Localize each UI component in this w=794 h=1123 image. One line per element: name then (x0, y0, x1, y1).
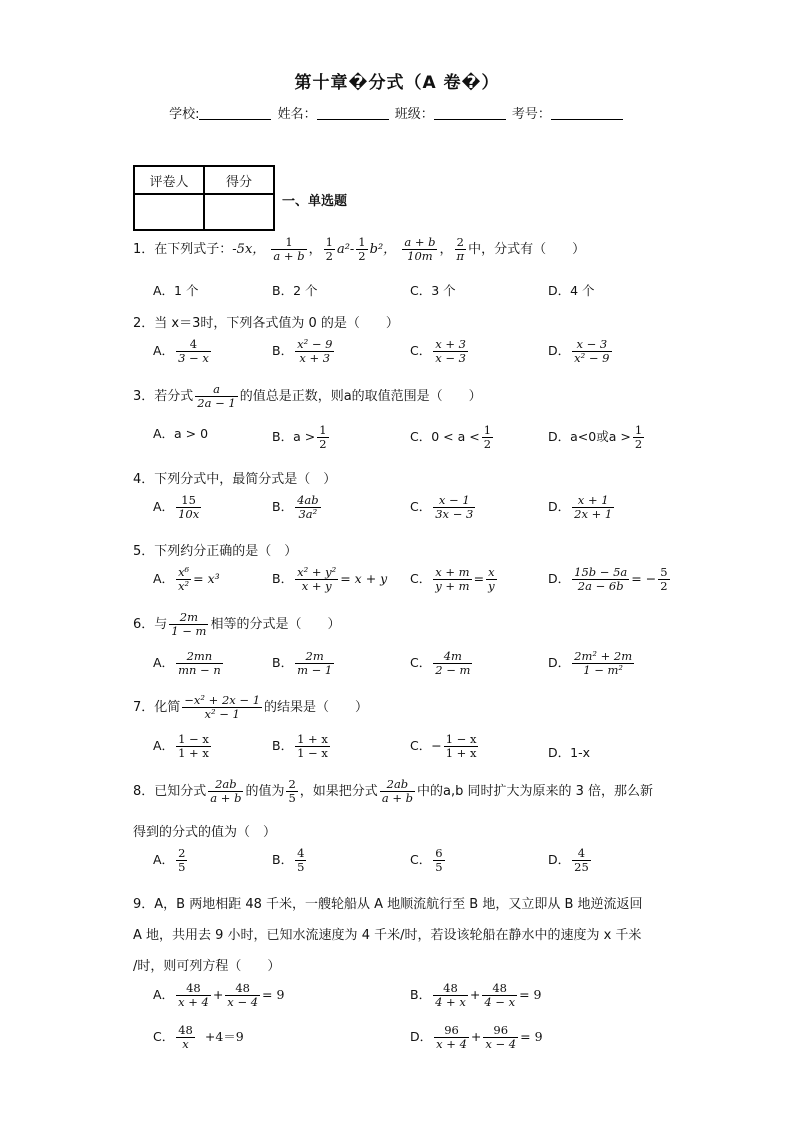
score-header: 得分 (204, 166, 274, 194)
name-label: 姓名： (277, 107, 317, 122)
q9-option-b[interactable]: B． $\frac{48}{4 + x}$ + $\frac{48}{4 - x}$ = 9 (410, 981, 542, 1010)
question-2: 2．当 x＝3时，下列各式值为 0 的是（ ） (133, 316, 399, 331)
q4-option-a[interactable]: A． $\frac{15}{10x}$ (153, 493, 200, 522)
section-heading: 一、单选题 (282, 194, 348, 209)
q7-option-d[interactable]: D．1-x (548, 745, 590, 760)
name-blank[interactable] (317, 107, 389, 120)
page-title: 第十章�分式（A 卷�） (294, 73, 500, 93)
q7-option-a[interactable]: A． $\frac{1 - x}{1 + x}$ (153, 732, 209, 761)
q5-option-b[interactable]: B． $\frac{\text{x² + y²}}{x + y}$ = x + y (272, 565, 388, 594)
school-blank[interactable] (199, 107, 271, 120)
q5-option-c[interactable]: C． $\frac{x + m}{y + m}$ = $\frac{x}{y}$ (410, 565, 495, 594)
q5-option-d[interactable]: D． $\frac{15b - 5a}{2a - 6b}$ = − $\frac{5}{2}$ (548, 565, 668, 594)
id-blank[interactable] (551, 107, 623, 120)
q2-option-c[interactable]: C． $\frac{x + 3}{x - 3}$ (410, 337, 466, 366)
student-info-line (0, 103, 794, 122)
q3-option-b[interactable]: B．a > $\frac{1}{2}$ (272, 423, 327, 452)
q4-option-b[interactable]: B． $\frac{4ab}{\text{3a²}}$ (272, 493, 319, 522)
question-9-line1: 9．A，B 两地相距 48 千米，一艘轮船从 A 地顺流航行至 B 地，又立即从 B 地逆流返回 (133, 897, 643, 912)
q3-option-d[interactable]: D．a<0或a > $\frac{1}{2}$ (548, 423, 643, 452)
q8-option-b[interactable]: B． $\frac{4}{5}$ (272, 846, 305, 875)
grader-cell[interactable] (134, 194, 204, 230)
q9-option-a[interactable]: A． $\frac{48}{x + 4}$ + $\frac{48}{x - 4}$ = 9 (153, 981, 285, 1010)
q4-option-c[interactable]: C． $\frac{x - 1}{3x - 3}$ (410, 493, 474, 522)
q7-option-c[interactable]: C．− $\frac{1 - x}{1 + x}$ (410, 732, 477, 761)
q8-option-a[interactable]: A． $\frac{2}{5}$ (153, 846, 186, 875)
grader-header: 评卷人 (134, 166, 204, 194)
q6-option-a[interactable]: A． $\frac{2mn}{mn - n}$ (153, 649, 221, 678)
question-5: 5．下列约分正确的是（ ） (133, 544, 298, 559)
q6-option-c[interactable]: C． $\frac{4m}{2 - m}$ (410, 649, 471, 678)
q1-option-a[interactable]: A．1 个 (153, 283, 199, 298)
q6-option-b[interactable]: B． $\frac{2m}{m - 1}$ (272, 649, 333, 678)
school-label: 学校: (169, 107, 200, 122)
q6-option-d[interactable]: D． $\frac{\text{2m² + 2m}}{\text{1 − m²}}$ (548, 649, 633, 678)
q2-option-d[interactable]: D． $\frac{x - 3}{\text{x² − 9}}$ (548, 337, 610, 366)
q9-option-c[interactable]: C． $\frac{48}{x}$ +4＝9 (153, 1023, 244, 1052)
question-8: 8．已知分式 $\frac{2ab}{a + b}$ 的值为 $\frac{2}{5}$ ，如果把分式 $\frac{2ab}{a + b}$ 中的a,b 同时扩大为原来的 3 倍，那么新 (133, 777, 654, 806)
q9-option-d[interactable]: D． $\frac{96}{x + 4}$ + $\frac{96}{x - 4}$ = 9 (410, 1023, 543, 1052)
score-table (133, 165, 275, 231)
q1-option-c[interactable]: C．3 个 (410, 283, 456, 298)
id-label: 考号： (511, 107, 551, 122)
q5-option-a[interactable]: A． $\frac{\text{x⁶}}{\text{x²}}$ = x³ (153, 565, 220, 594)
q2-option-b[interactable]: B． $\frac{\text{x² − 9}}{x + 3}$ (272, 337, 333, 366)
question-1: 1．在下列式子：-5x， $\frac{1}{a + b}$ ， $\frac{1}{2}$ a²- $\frac{1}{2}$ b²， $\frac{a + b}{10m}$ ， $\frac{2}{\pi}$ 中，分式有（ ） (133, 235, 586, 264)
q3-option-a[interactable]: A．a > 0 (153, 426, 209, 441)
q8-option-c[interactable]: C． $\frac{6}{5}$ (410, 846, 443, 875)
q3-option-c[interactable]: C．0 < a < $\frac{1}{2}$ (410, 423, 492, 452)
question-9-line3: /时，则可列方程（ ） (133, 959, 281, 974)
q8-option-d[interactable]: D． $\frac{4}{25}$ (548, 846, 589, 875)
question-8-line2: 得到的分式的值为（ ） (133, 825, 277, 840)
score-cell[interactable] (204, 194, 274, 230)
q1-option-b[interactable]: B．2 个 (272, 283, 318, 298)
q2-option-a[interactable]: A． $\frac{4}{3 - x}$ (153, 337, 209, 366)
question-3: 3．若分式 $\frac{a}{2a - 1}$ 的值总是正数，则a的取值范围是（ ） (133, 382, 482, 411)
q1-option-d[interactable]: D．4 个 (548, 283, 595, 298)
question-7: 7．化简 $\frac{\text{−x² + 2x − 1}}{\text{x² − 1}}$ 的结果是（ ） (133, 693, 369, 722)
class-label: 班级： (394, 107, 434, 122)
q4-option-d[interactable]: D． $\frac{x + 1}{2x + 1}$ (548, 493, 613, 522)
question-4: 4．下列分式中，最简分式是（ ） (133, 472, 337, 487)
class-blank[interactable] (434, 107, 506, 120)
question-6: 6．与 $\frac{2m}{1 - m}$ 相等的分式是（ ） (133, 610, 341, 639)
question-9-line2: A 地，共用去 9 小时，已知水流速度为 4 千米/时，若设该轮船在静水中的速度为 x 千米 (133, 928, 642, 943)
q7-option-b[interactable]: B． $\frac{1 + x}{1 - x}$ (272, 732, 328, 761)
